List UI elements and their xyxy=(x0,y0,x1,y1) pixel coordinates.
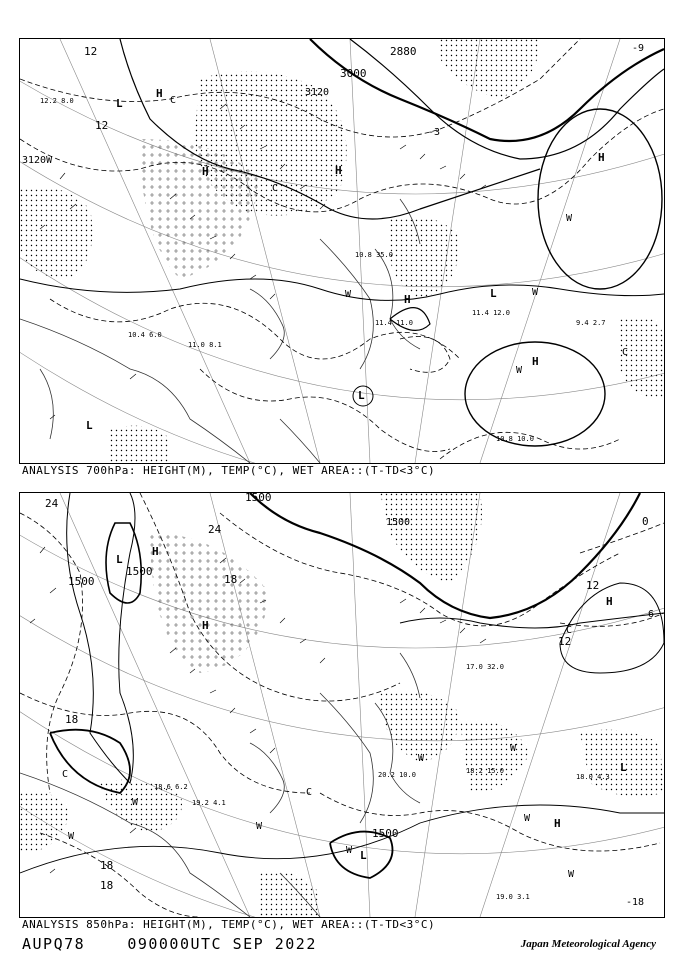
low-pressure-marker: L xyxy=(116,553,123,566)
station-value: 18.0 4.3 xyxy=(576,773,610,781)
high-pressure-marker: H xyxy=(532,355,539,368)
station-value: 11.4 11.0 xyxy=(375,319,413,327)
cold-marker: C xyxy=(170,95,177,106)
station-value: 17.0 32.0 xyxy=(466,663,504,671)
high-pressure-marker: H xyxy=(598,151,605,164)
station-value: 19.2 4.1 xyxy=(192,799,226,807)
panel-850hpa-caption: ANALYSIS 850hPa: HEIGHT(M), TEMP(°C), WET AREA::(T-TD<3°C) xyxy=(22,918,436,931)
height-contours xyxy=(20,493,664,878)
station-value: 19.0 3.1 xyxy=(496,893,530,901)
warm-marker: W xyxy=(346,845,353,856)
map-700hpa-svg xyxy=(20,39,664,463)
warm-marker: W xyxy=(68,831,75,842)
station-value: 20.2 10.0 xyxy=(378,771,416,779)
station-value: 9.4 2.7 xyxy=(576,319,606,327)
map-panel-700hpa xyxy=(19,38,665,464)
warm-marker: W xyxy=(524,813,531,824)
analysis-datetime: 090000UTC SEP 2022 xyxy=(127,935,317,953)
station-value: 18.2 15.0 xyxy=(466,767,504,775)
panel-700hpa-caption: ANALYSIS 700hPa: HEIGHT(M), TEMP(°C), WET AREA::(T-TD<3°C) xyxy=(22,464,436,477)
map-panel-850hpa xyxy=(19,492,665,918)
height-label: 1500 xyxy=(372,827,399,840)
temperature-label: 12 xyxy=(586,579,600,592)
high-pressure-marker: H xyxy=(404,293,411,306)
station-value: 11.4 12.0 xyxy=(472,309,510,317)
station-value: 11.0 8.1 xyxy=(188,341,222,349)
cold-marker: C xyxy=(622,347,629,358)
cold-marker: C xyxy=(566,625,573,636)
high-pressure-marker: H xyxy=(202,165,209,178)
warm-marker: W xyxy=(510,743,517,754)
warm-marker: W xyxy=(418,753,425,764)
height-label: 2880 xyxy=(390,45,417,58)
coastlines xyxy=(20,653,420,917)
temperature-label: 0 xyxy=(642,515,649,528)
temperature-label: -3 xyxy=(428,127,441,138)
high-pressure-marker: H xyxy=(335,164,342,177)
warm-marker: W xyxy=(132,797,139,808)
temperature-label: 12 xyxy=(84,45,98,58)
product-code: AUPQ78 xyxy=(22,935,86,953)
low-pressure-marker: L xyxy=(358,389,365,402)
height-label: 3120W xyxy=(22,155,53,166)
station-value: 10.8 10.0 xyxy=(496,435,534,443)
height-label: 1500 xyxy=(126,565,153,578)
temperature-label: -18 xyxy=(626,897,645,908)
warm-marker: W xyxy=(568,869,575,880)
low-pressure-marker: L xyxy=(116,97,123,110)
temperature-label: 18 xyxy=(100,879,114,892)
low-pressure-marker: L xyxy=(620,761,627,774)
station-value: 12.2 8.0 xyxy=(40,97,74,105)
low-pressure-marker: L xyxy=(360,849,367,862)
station-value: 10.4 6.0 xyxy=(128,331,162,339)
warm-marker: W xyxy=(532,287,539,298)
high-pressure-marker: H xyxy=(202,619,209,632)
high-pressure-marker: H xyxy=(152,545,159,558)
high-pressure-marker: H xyxy=(606,595,613,608)
agency-credit: Japan Meteorological Agency xyxy=(520,938,656,950)
height-label: 1500 xyxy=(245,493,272,504)
warm-marker: W xyxy=(256,821,263,832)
temperature-label: 12 xyxy=(558,635,572,648)
height-label: 1500 xyxy=(386,517,411,528)
cold-marker: C xyxy=(272,183,279,194)
station-value: 10.8 35.0 xyxy=(355,251,393,259)
temperature-label: 24 xyxy=(45,497,59,510)
temperature-label: 24 xyxy=(208,523,222,536)
high-pressure-marker: H xyxy=(554,817,561,830)
product-code-and-time xyxy=(22,935,317,953)
warm-marker: W xyxy=(566,213,573,224)
cold-marker: C xyxy=(306,787,313,798)
temperature-label: 6 xyxy=(648,609,655,620)
map-850hpa-svg xyxy=(20,493,664,917)
warm-marker: W xyxy=(345,289,352,300)
height-label: 3120 xyxy=(305,87,330,98)
low-pressure-marker: L xyxy=(86,419,93,432)
height-label: 3000 xyxy=(340,67,367,80)
temperature-label: 18 xyxy=(224,573,238,586)
height-label: 1500 xyxy=(68,575,95,588)
station-value: 18.6 6.2 xyxy=(154,783,188,791)
temperature-label: 18 xyxy=(100,859,114,872)
temperature-label: -9 xyxy=(632,43,645,54)
high-pressure-marker: H xyxy=(156,87,163,100)
warm-marker: W xyxy=(516,365,523,376)
temperature-label: 12 xyxy=(95,119,109,132)
temperature-label: 18 xyxy=(65,713,79,726)
cold-marker: C xyxy=(62,769,69,780)
low-pressure-marker: L xyxy=(490,287,497,300)
